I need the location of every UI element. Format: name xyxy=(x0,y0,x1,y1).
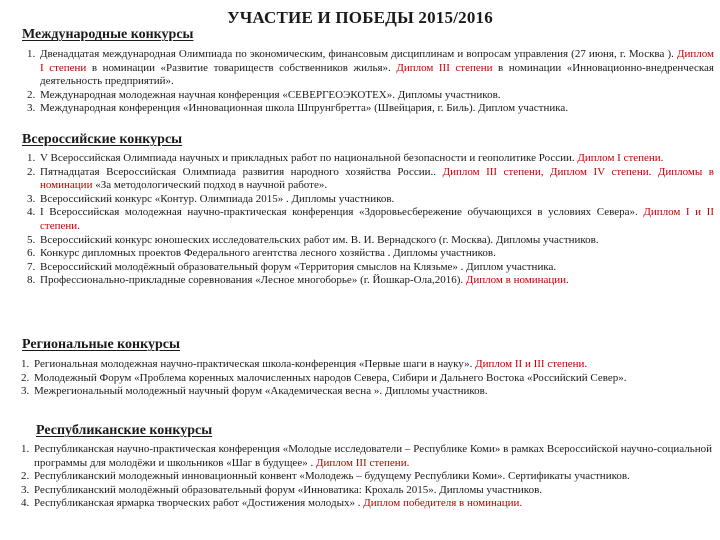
award-text: Диплом I степени xyxy=(40,48,714,74)
international-list xyxy=(22,48,714,116)
award-text: Диплом III степени, Диплом IV степени. Дипломы в номинации xyxy=(40,165,714,192)
award-text: Диплом I и II степени. xyxy=(40,206,714,232)
item-text: I Всероссийская молодежная научно-практическая конференция «Здоровьесбережение обучающихся в условиях Севера». xyxy=(40,206,644,219)
list-item xyxy=(32,443,712,470)
item-text: V Всероссийская Олимпиада научных и прикладных работ по национальной безопасности и геополитике России. xyxy=(40,152,578,164)
item-text: в номинации «Развитие товариществ собственников жилья». xyxy=(86,61,397,74)
item-text: Конкурс дипломных проектов Федерального агентства лесного хозяйства . Дипломы участников. xyxy=(40,247,496,260)
item-text: Международная молодежная научная конференция «СЕВЕРГЕОЭКОТЕХ». Дипломы участников. xyxy=(40,88,501,101)
item-text: Межрегиональный молодежный научный форум «Академическая весна ». Дипломы участников. xyxy=(34,385,488,398)
item-text: Международная конференция «Инновационная школа Шпрунгбретта» (Швейцария, г. Биль). Диплом участника. xyxy=(40,102,569,115)
list-item xyxy=(32,372,712,386)
list-item xyxy=(32,484,712,498)
section-heading-republican: Республиканские конкурсы xyxy=(36,423,213,438)
list-item xyxy=(32,385,712,399)
list-item xyxy=(38,247,714,261)
regional-list xyxy=(16,358,712,399)
item-text: Республиканская ярмарка творческих работ «Достижения молодых» . xyxy=(34,497,364,510)
list-item xyxy=(32,470,712,484)
item-text: в номинации «Инновационно-внедренческая деятельность предприятий». xyxy=(40,61,714,88)
section-heading-regional: Региональные конкурсы xyxy=(22,337,180,352)
list-item xyxy=(38,102,714,116)
item-text: «За методологический подход в научной работе». xyxy=(92,179,328,192)
republican-list xyxy=(16,443,712,511)
award-text: Диплом III степени. xyxy=(315,456,410,469)
item-text: Региональная молодежная научно-практическая школа-конференция «Первые шаги в науку». xyxy=(34,358,476,370)
item-text: Республиканский молодежный инновационный конвент «Молодежь – будущему Республики Коми». Сертификаты участников. xyxy=(34,470,630,483)
item-text: Всероссийский молодёжный образовательный форум «Территория смыслов на Клязьме» . Диплом участника. xyxy=(40,260,557,273)
award-text: Диплом III степени xyxy=(396,61,493,74)
item-text: Республиканская научно-практическая конференция «Молодые исследователи – Республике Коми» в рамках Всероссийской научно-социальной программы для молодёжи и школьников «Шаг в будущее» . xyxy=(34,443,712,469)
item-text: Пятнадцатая Всероссийская Олимпиада развития народного хозяйства России.. xyxy=(40,165,443,178)
list-item xyxy=(38,274,714,288)
list-item xyxy=(38,166,714,193)
list-item xyxy=(38,193,714,207)
item-text: Двенадцатая международная Олимпиада по экономическим, финансовым дисциплинам и вопросам управления (27 июня, г. Москва ). xyxy=(40,48,677,60)
item-text: Молодежный Форум «Проблема коренных малочисленных народов Севера, Сибири и Дальнего Востока «Российский Север». xyxy=(34,371,627,384)
list-item xyxy=(38,206,714,233)
award-text: Диплом II и III степени. xyxy=(475,358,588,370)
award-text: Диплом победителя в номинации. xyxy=(363,497,523,510)
list-item xyxy=(38,261,714,275)
item-text: Республиканский молодёжный образовательный форум «Инноватика: Крохаль 2015». Дипломы участников. xyxy=(34,483,543,496)
list-item xyxy=(38,89,714,103)
award-text: Диплом в номинации. xyxy=(465,274,569,287)
all-russian-list xyxy=(22,152,714,288)
list-item xyxy=(32,497,712,511)
page-title: УЧАСТИЕ И ПОБЕДЫ 2015/2016 xyxy=(227,8,493,27)
list-item xyxy=(32,358,712,372)
award-text: Диплом I степени. xyxy=(577,152,664,164)
item-text: Всероссийский конкурс «Контур. Олимпиада 2015» . Дипломы участников. xyxy=(40,192,395,205)
list-item xyxy=(38,48,714,89)
item-text: Всероссийский конкурс юношеских исследовательских работ им. В. И. Вернадского (г. Москва). Дипломы участников. xyxy=(40,233,599,246)
list-item xyxy=(38,234,714,248)
list-item xyxy=(38,152,714,166)
section-heading-international: Международные конкурсы xyxy=(22,27,194,42)
section-heading-all-russian: Всероссийские конкурсы xyxy=(22,132,183,147)
item-text: Профессионально-прикладные соревнования «Лесное многоборье» (г. Йошкар-Ола,2016). xyxy=(40,274,466,287)
